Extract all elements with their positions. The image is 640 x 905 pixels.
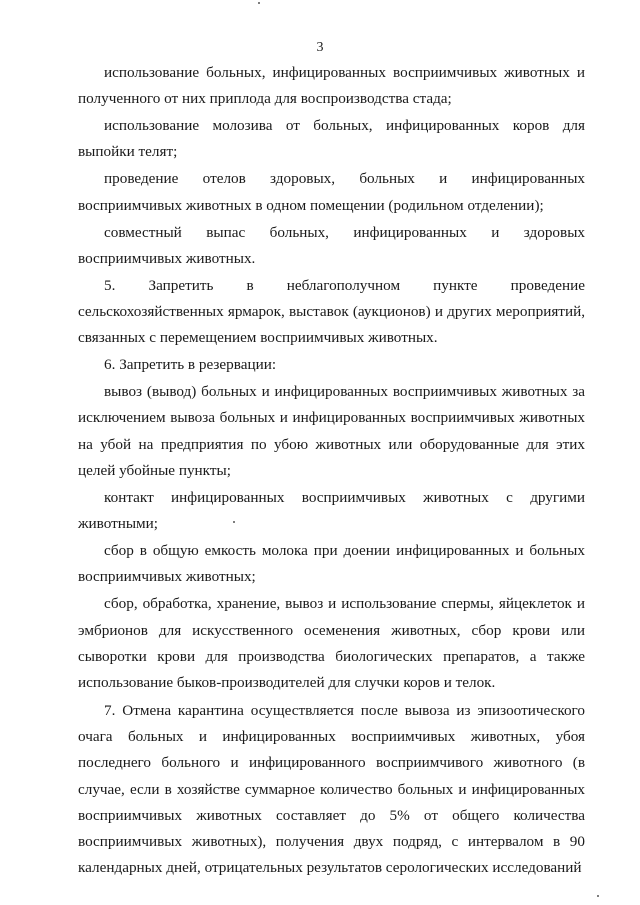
- scan-speck: [258, 2, 260, 4]
- paragraph-4: совместный выпас больных, инфицированных и здоровых восприимчивых животных.: [78, 223, 585, 267]
- paragraph-11: 7. Отмена карантина осуществляется после вывоза из эпизоотического очага больных и инфицированных восприимчивых животных, убоя последнего больного и инфицированного восприимчивого животного (в случае, если в хозяйстве суммарное количество больных и инфицированных восприимчивых животных составляет до 5% от общего количества восприимчивых животных), получения двух подряд, с интервалом в 90 календарных дней, отрицательных результатов серологических исследований: [78, 701, 585, 877]
- paragraph-7: вывоз (вывод) больных и инфицированных восприимчивых животных за исключением вывоза больных и инфицированных восприимчивых животных на убой на предприятия по убою животных или оборудованные для этих целей убойные пункты;: [78, 383, 585, 480]
- paragraph-8: контакт инфицированных восприимчивых животных с другими животными;: [78, 488, 585, 533]
- paragraph-6: 6. Запретить в резервации:: [104, 356, 277, 374]
- document-body: [78, 60, 585, 882]
- paragraph-10: сбор, обработка, хранение, вывоз и использование спермы, яйцеклеток и эмбрионов для искусственного осеменения животных, сбор крови или сыворотки крови для производства биологических препаратов, а также использование быков-производителей для случки коров и телок.: [78, 595, 585, 692]
- paragraph-1: использование больных, инфицированных восприимчивых животных и полученного от них приплода для воспроизводства стада;: [78, 64, 585, 108]
- scan-speck: [233, 521, 235, 523]
- paragraph-2: использование молозива от больных, инфицированных коров для выпойки телят;: [78, 117, 585, 161]
- paragraph-3: проведение отелов здоровых, больных и инфицированных восприимчивых животных в одном помещении (родильном отделении);: [78, 170, 585, 214]
- paragraph-5: 5. Запретить в неблагополучном пункте проведение сельскохозяйственных ярмарок, выставок (аукционов) и других мероприятий, связанных с перемещением восприимчивых животных.: [78, 276, 585, 347]
- paragraph-9: сбор в общую емкость молока при доении инфицированных и больных восприимчивых животных;: [78, 542, 585, 586]
- page-number: 3: [316, 40, 324, 55]
- scan-speck: [597, 895, 599, 897]
